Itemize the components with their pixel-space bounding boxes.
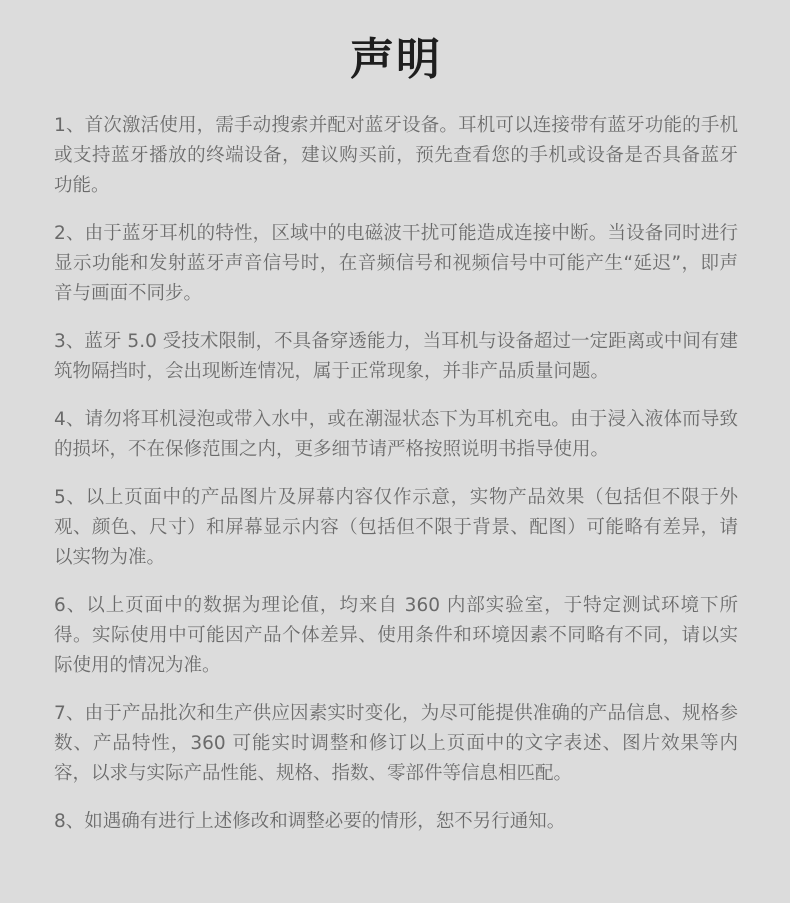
clause-4: 4、请勿将耳机浸泡或带入水中，或在潮湿状态下为耳机充电。由于浸入液体而导致的损坏，不在保修范围之内，更多细节请严格按照说明书指导使用。 — [54, 409, 738, 460]
clause-8: 8、如遇确有进行上述修改和调整必要的情形，恕不另行通知。 — [54, 811, 566, 832]
clause-2: 2、由于蓝牙耳机的特性，区域中的电磁波干扰可能造成连接中断。当设备同时进行显示功能和发射蓝牙声音信号时，在音频信号和视频信号中可能产生“延迟”，即声音与画面不同步。 — [54, 223, 738, 304]
clause-6: 6、以上页面中的数据为理论值，均来自 360 内部实验室，于特定测试环境下所得。实际使用中可能因产品个体差异、使用条件和环境因素不同略有不同，请以实际使用的情况为准。 — [54, 595, 738, 676]
clause-3: 3、蓝牙 5.0 受技术限制，不具备穿透能力，当耳机与设备超过一定距离或中间有建筑物隔挡时，会出现断连情况，属于正常现象，并非产品质量问题。 — [54, 331, 738, 382]
clause-list — [54, 111, 738, 837]
clause-1: 1、首次激活使用，需手动搜索并配对蓝牙设备。耳机可以连接带有蓝牙功能的手机或支持蓝牙播放的终端设备，建议购买前，预先查看您的手机或设备是否具备蓝牙功能。 — [54, 115, 738, 196]
clause-7: 7、由于产品批次和生产供应因素实时变化，为尽可能提供准确的产品信息、规格参数、产品特性，360 可能实时调整和修订以上页面中的文字表述、图片效果等内容，以求与实际产品性能、规格、指数、零部件等信息相匹配。 — [54, 703, 738, 784]
page-title: 声明 — [350, 34, 442, 85]
clause-5: 5、以上页面中的产品图片及屏幕内容仅作示意，实物产品效果（包括但不限于外观、颜色、尺寸）和屏幕显示内容（包括但不限于背景、配图）可能略有差异，请以实物为准。 — [54, 487, 738, 568]
